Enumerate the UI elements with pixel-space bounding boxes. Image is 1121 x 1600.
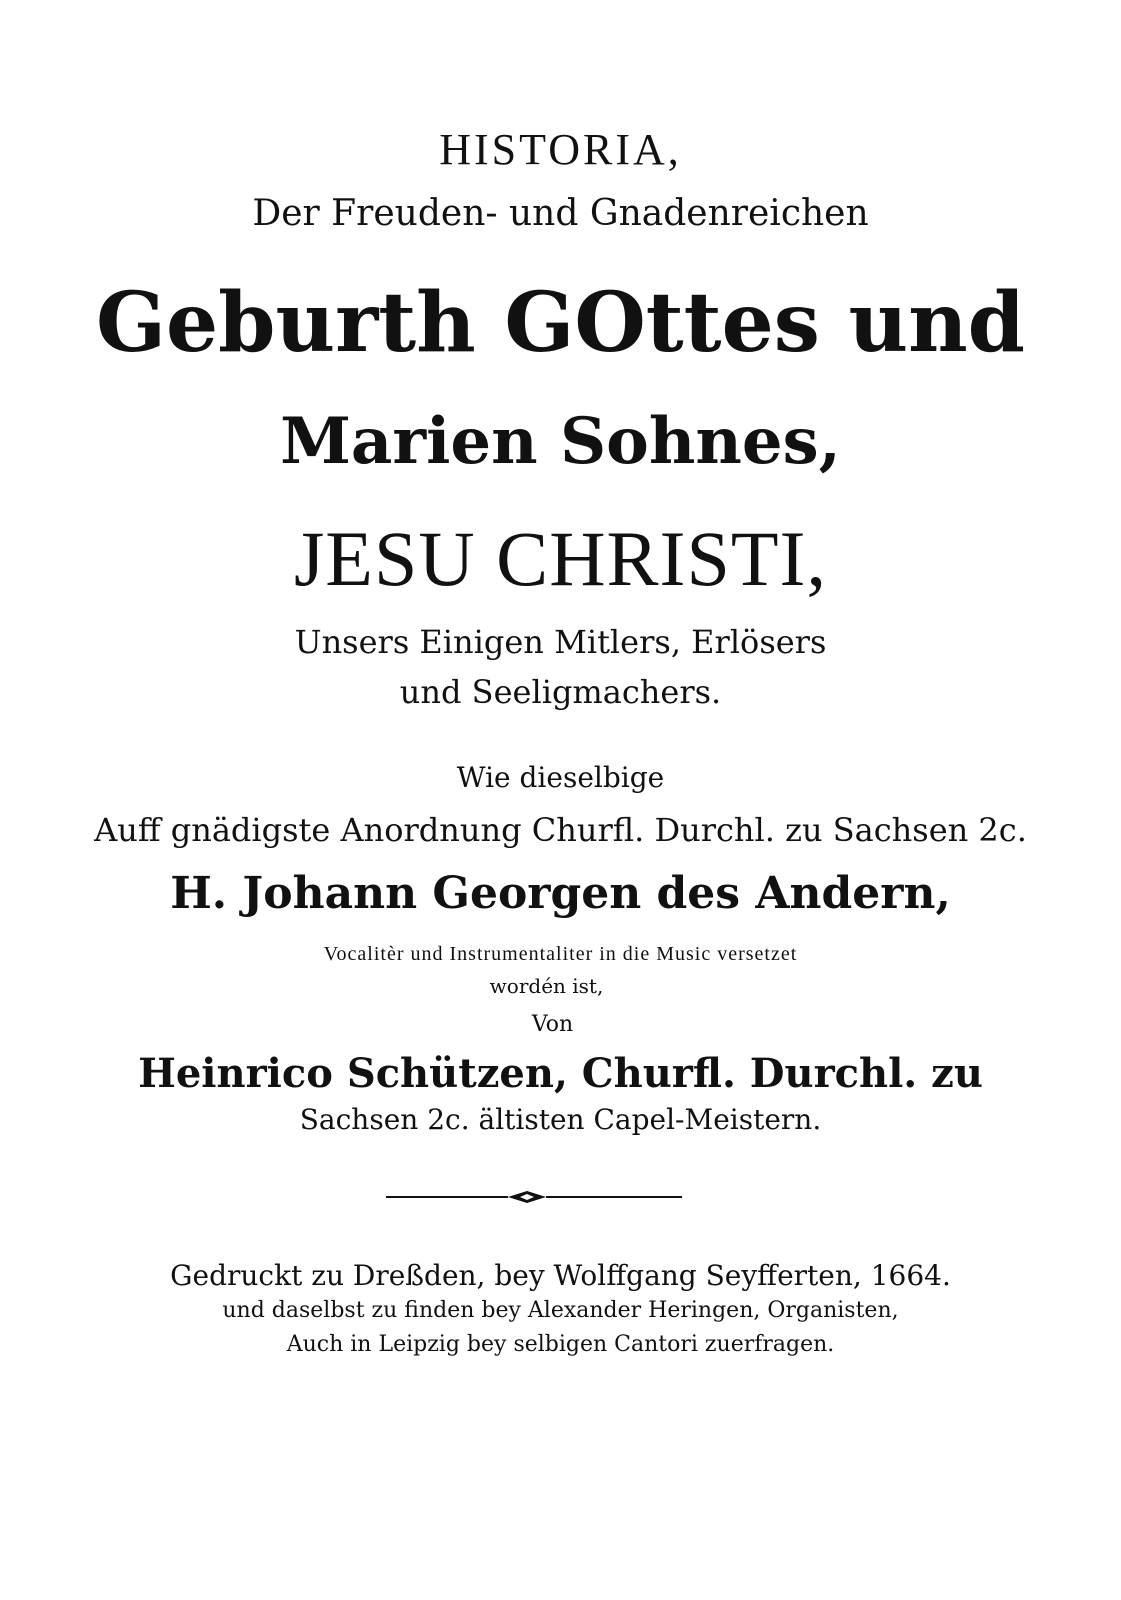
diamond-ornament-icon	[504, 1190, 550, 1204]
imprint-auch-in-leipzig: Auch in Leipzig bey selbigen Cantori zuerfragen.	[286, 1332, 835, 1357]
line-von: Von	[531, 1012, 574, 1037]
subtitle-der-freuden: Der Freuden- und Gnadenreichen	[252, 193, 869, 234]
line-wie-dieselbige: Wie dieselbige	[456, 761, 665, 794]
title-jesu-christi: JESU CHRISTI,	[293, 515, 828, 602]
line-vocaliter: Vocalitèr und Instrumentaliter in die Music versetzet	[323, 943, 798, 965]
divider-rule-left	[386, 1196, 508, 1198]
line-sachsen-capelmeistern: Sachsen 2c. ältisten Capel-Meistern.	[299, 1103, 822, 1136]
title-geburth-gottes: Geburth GOttes und	[95, 275, 1026, 371]
line-heinrico-schuetzen: Heinrico Schützen, Churfl. Durchl. zu	[138, 1050, 983, 1097]
divider-rule-right	[546, 1196, 682, 1198]
imprint-gedruckt: Gedruckt zu Dreßden, bey Wolffgang Seyfferten, 1664.	[170, 1259, 951, 1292]
line-auff-gnaedigste: Auff gnädigste Anordnung Churfl. Durchl. zu Sachsen 2c.	[94, 811, 1027, 849]
title-marien-sohnes: Marien Sohnes,	[280, 404, 841, 479]
line-johann-georgen: H. Johann Georgen des Andern,	[170, 868, 951, 919]
line-und-seeligmachers: und Seeligmachers.	[399, 673, 722, 711]
line-worden-ist: wordén ist,	[489, 974, 604, 998]
line-unsers-einigen: Unsers Einigen Mitlers, Erlösers	[294, 623, 827, 661]
ornamental-divider	[386, 1190, 682, 1204]
title-historia: HISTORIA,	[439, 125, 682, 174]
imprint-daselbst: und daselbst zu finden bey Alexander Heringen, Organisten,	[222, 1298, 899, 1323]
